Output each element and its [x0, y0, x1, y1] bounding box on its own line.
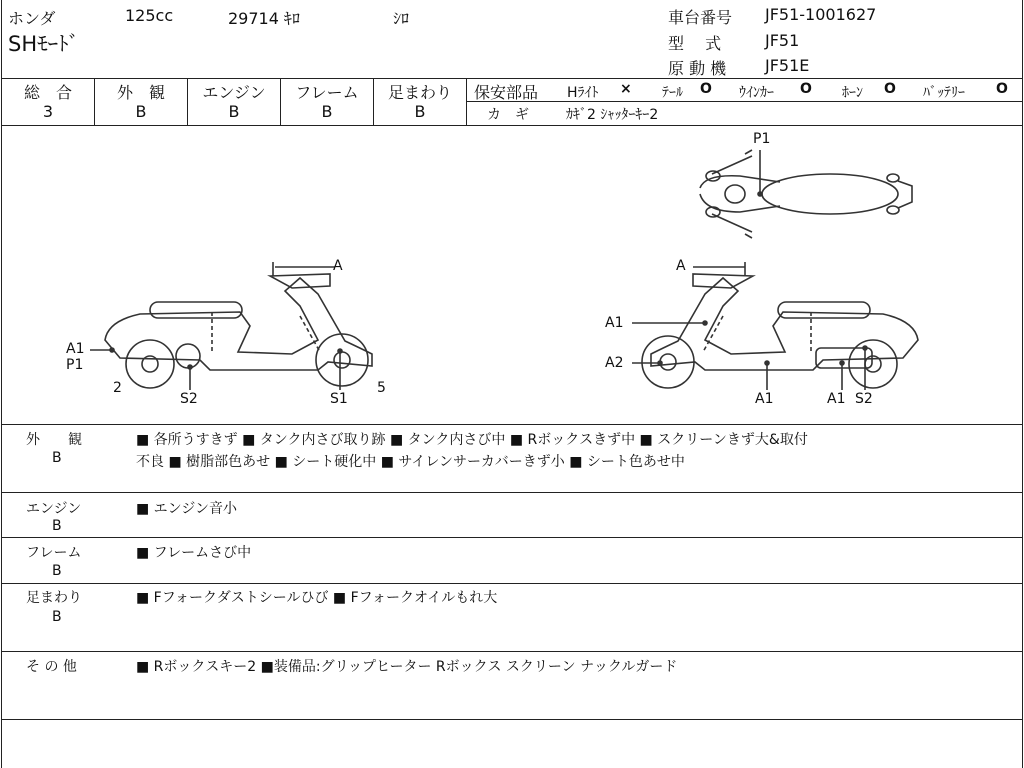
remark-label: そ の 他 — [26, 659, 77, 675]
type-value: JF51 — [765, 31, 800, 50]
engine-value: JF51E — [765, 56, 810, 75]
engine-grade: B — [228, 102, 240, 121]
rule-remark-3 — [1, 583, 1023, 584]
label-right-a2: A2 — [605, 355, 624, 371]
label-left-a: A — [333, 258, 343, 274]
remark-label: 足まわり — [26, 590, 82, 606]
horn-label: ﾎｰﾝ — [842, 85, 863, 101]
label-right-a1-bottom: A1 — [755, 391, 774, 407]
remark-label: エンジン — [26, 501, 82, 517]
rule-remark-2 — [1, 537, 1023, 538]
horn-mark: O — [884, 81, 896, 97]
scooter-top-view — [700, 150, 912, 238]
scooter-diagram — [0, 126, 1024, 424]
suspension-grade-label: 足まわり — [387, 83, 452, 102]
displacement: 125cc — [125, 6, 174, 25]
label-left-a1: A1 — [66, 341, 85, 357]
remark-label: フレーム — [26, 545, 82, 561]
label-left-5: 5 — [377, 380, 386, 396]
remark-grade: B — [52, 518, 62, 534]
rule-remark-4 — [1, 651, 1023, 652]
tail-mark: O — [700, 81, 712, 97]
battery-label: ﾊﾞｯﾃﾘｰ — [923, 85, 965, 101]
color: ｼﾛ — [393, 9, 410, 28]
label-right-a1-b2: A1 — [827, 391, 846, 407]
engine-label: 原 動 機 — [668, 59, 727, 78]
frame-no-label: 車台番号 — [668, 8, 733, 27]
label-left-p1: P1 — [66, 357, 84, 373]
battery-mark: O — [996, 81, 1008, 97]
key-value: ｶｷﾞ2 ｼｬｯﾀｰｷｰ2 — [566, 107, 659, 123]
headlight-label: Hﾗｲﾄ — [567, 85, 599, 101]
mileage: 29714 ｷﾛ — [228, 9, 300, 28]
winker-label: ｳｲﾝｶｰ — [739, 85, 774, 101]
exterior-label: 外 観 — [116, 83, 165, 102]
key-label: カ ギ — [487, 107, 529, 123]
label-right-a1: A1 — [605, 315, 624, 331]
scooter-left-side-view — [90, 262, 372, 390]
remark-text: ■ 各所うすきず ■ タンク内さび取り跡 ■ タンク内さび中 ■ Rボックスきず中 ■ スクリーンきず大&取付 — [136, 432, 808, 448]
frame-grade: B — [321, 102, 333, 121]
frame-no: JF51-1001627 — [765, 5, 877, 24]
maker: ホンダ — [8, 9, 56, 28]
remark-grade: B — [52, 563, 62, 579]
remark-text: 不良 ■ 樹脂部色あせ ■ シート硬化中 ■ サイレンサーカバーきず小 ■ シート色あせ中 — [136, 454, 685, 470]
label-left-2: 2 — [113, 380, 122, 396]
type-label: 型 式 — [668, 34, 722, 53]
remark-grade: B — [52, 609, 62, 625]
col-divider — [466, 78, 467, 125]
remark-grade: B — [52, 450, 62, 466]
winker-mark: O — [800, 81, 812, 97]
remark-text: ■ Fフォークダストシールひび ■ Fフォークオイルもれ大 — [136, 590, 498, 606]
headlight-mark: × — [620, 81, 632, 97]
rule-diagram-bottom — [1, 424, 1023, 425]
remark-text: ■ Rボックスキー2 ■装備品:グリップヒーター Rボックス スクリーン ナックルガード — [136, 659, 678, 675]
rule-top — [1, 78, 1023, 79]
label-left-s2: S2 — [180, 391, 198, 407]
rule-remark-1 — [1, 492, 1023, 493]
label-right-s2: S2 — [855, 391, 873, 407]
label-top-p1: P1 — [753, 131, 771, 147]
engine-grade-label: エンジン — [202, 83, 266, 102]
frame-grade-label: フレーム — [295, 83, 359, 102]
overall-label: 総 合 — [23, 83, 72, 102]
safety-label: 保安部品 — [474, 83, 539, 102]
rule-remark-5 — [1, 719, 1023, 720]
exterior-grade: B — [135, 102, 147, 121]
model-name: SHﾓｰﾄﾞ — [8, 32, 80, 56]
label-right-a: A — [676, 258, 686, 274]
remark-text: ■ エンジン音小 — [136, 501, 237, 517]
tail-label: ﾃｰﾙ — [662, 85, 683, 101]
scooter-right-side-view — [632, 262, 918, 390]
label-left-s1: S1 — [330, 391, 348, 407]
remark-label: 外 観 — [26, 432, 82, 448]
suspension-grade: B — [414, 102, 426, 121]
remark-text: ■ フレームさび中 — [136, 545, 252, 561]
overall-grade: 3 — [42, 102, 54, 121]
